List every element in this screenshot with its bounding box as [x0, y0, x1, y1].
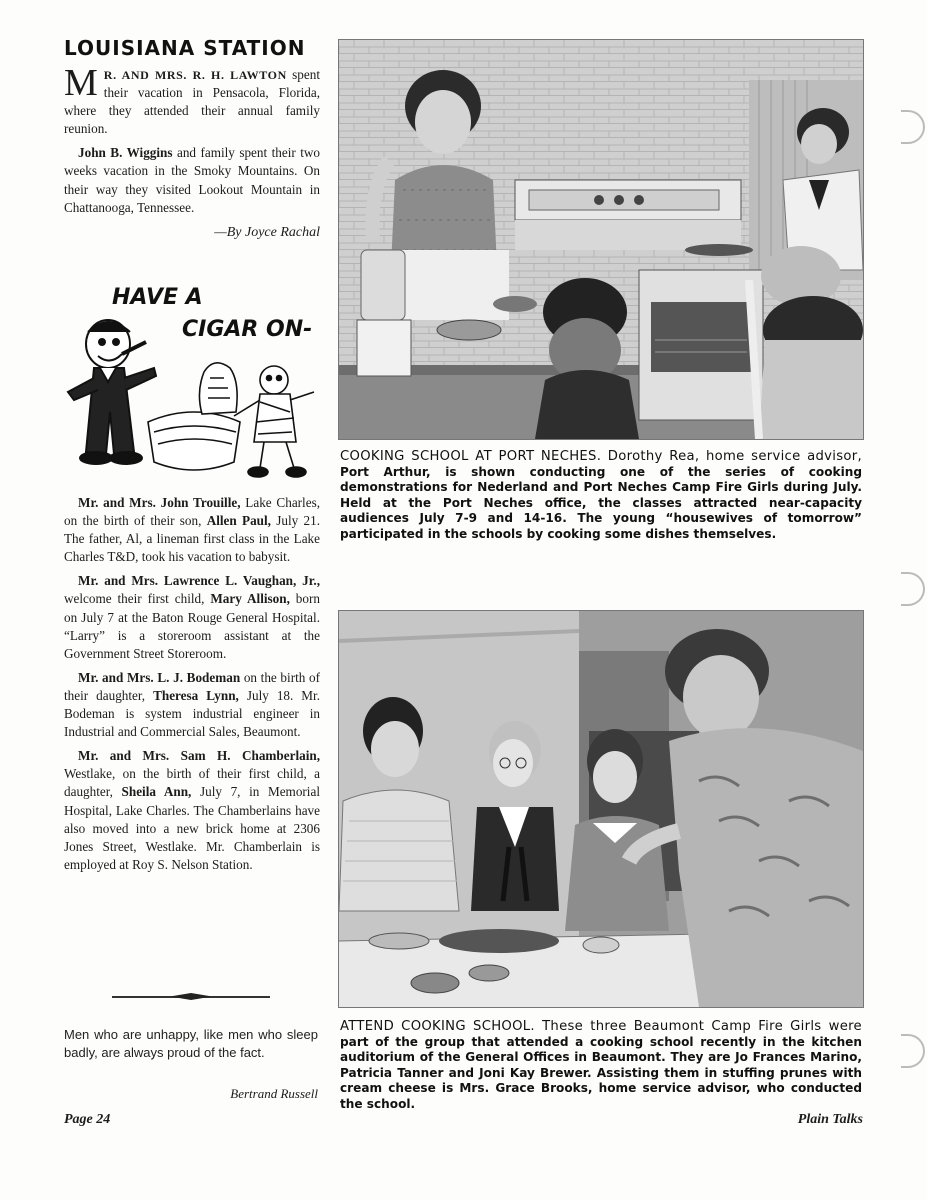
caption-lead: These three Beaumont Camp Fire Girls were: [534, 1019, 862, 1034]
announcement-baby: Allen Paul,: [206, 513, 271, 529]
drop-cap: M: [64, 62, 98, 104]
announcement-text: born on July 7 at the Baton Rouge General Hospital. “Larry” is a storeroom assistant at the Government Street Storeroom.: [64, 591, 320, 661]
announcement-text: Lake Charles, on the birth of their son,: [64, 495, 321, 529]
father-figure: [68, 320, 156, 464]
page-number: Page 24: [64, 1112, 111, 1127]
camp-fire-caption: [340, 1019, 862, 1113]
birth-announcements: [64, 494, 320, 880]
caption-body: Port Arthur, is shown conducting one of the series of cooking demonstrations for Nederland and Port Neches Camp Fire Girls during July. Held at the Port Neches office, the classes attracted near-capacity audiences July 7-9 and 14-16. The young “housewives of tomorrow” participated in the schools by cooking some dishes themselves.: [340, 464, 862, 541]
announcement-text: welcome their first child,: [64, 591, 211, 607]
cooking-demo-caption: [340, 449, 862, 543]
binder-hole: [901, 572, 925, 606]
section-title: LOUISIANA STATION: [64, 36, 306, 60]
announcement-text: on the birth of their daughter,: [64, 669, 320, 703]
announcement-baby: Mary Allison,: [210, 591, 290, 607]
binder-hole: [901, 110, 925, 144]
byline: —By Joyce Rachal: [214, 224, 320, 240]
cooking-demo-image: [339, 40, 863, 439]
left-column: [64, 36, 320, 241]
wiggins-paragraph: [64, 144, 320, 216]
caption-body: part of the group that attended a cooking school recently in the kitchen auditorium of the General Offices in Beaumont. They are Jo Frances Marino, Patricia Tanner and Joni Kay Brewer. Assisting them in stuffing prunes with cream cheese is Mrs. Grace Brooks, home service advisor, who conducted the school.: [340, 1034, 862, 1111]
intro-lead-text: spent their vacation in Pensacola, Florida, where they attended their annual family reunion.: [64, 67, 320, 137]
announcement-item: [64, 747, 320, 874]
announcement-item: [64, 494, 320, 566]
intro-lead-names: R. AND MRS. R. H. LAWTON: [103, 68, 287, 82]
quote-text: Men who are unhappy, like men who sleep badly, are always proud of the fact.: [64, 1027, 318, 1060]
announcement-baby: Theresa Lynn,: [153, 687, 239, 703]
wiggins-name: John B. Wiggins: [78, 145, 173, 161]
announcement-text: July 18. Mr. Bodeman is system industrial engineer in Industrial and Commercial Sales, Beaumont.: [64, 687, 320, 740]
cartoon-illustration: [64, 282, 320, 492]
announcement-name: Mr. and Mrs. L. J. Bodeman: [78, 669, 241, 685]
caption-headline: COOKING SCHOOL AT PORT NECHES.: [340, 449, 602, 464]
cooking-demo-photo: [338, 39, 864, 440]
announcement-name: Mr. and Mrs. Lawrence L. Vaughan, Jr.,: [78, 573, 320, 589]
caption-headline: ATTEND COOKING SCHOOL.: [340, 1019, 535, 1034]
divider-ornament: [170, 993, 212, 1000]
camp-fire-girls-photo: [338, 610, 864, 1008]
publication-name: Plain Talks: [797, 1112, 863, 1127]
reddy-character: [234, 366, 314, 477]
cigar-cartoon: [64, 282, 320, 492]
announcement-item: [64, 669, 320, 741]
bassinet: [148, 363, 240, 470]
announcement-item: [64, 572, 320, 662]
announcement-name: Mr. and Mrs. Sam H. Chamberlain,: [78, 748, 320, 764]
cartoon-line-2: CIGAR ON-: [182, 317, 313, 342]
camp-fire-girls-image: [339, 611, 863, 1007]
quote-author: Bertrand Russell: [230, 1086, 318, 1101]
announcement-text: July 21. The father, Al, a lineman first class in the Lake Charles T&D, took his vacation to babysit.: [64, 513, 321, 565]
announcement-baby: Sheila Ann,: [121, 784, 192, 800]
binder-hole: [901, 1034, 925, 1068]
cartoon-line-1: HAVE A: [112, 285, 203, 310]
wiggins-text: and family spent their two weeks vacation in the Smoky Mountains. On their way they visited Lookout Mountain in Chattanooga, Tennessee.: [64, 145, 320, 215]
announcement-text: July 7, in Memorial Hospital, Lake Charles. The Chamberlains have also moved into a new brick home at 2306 Jones Street, Westlake. Mr. Chamberlain is employed at Roy S. Nelson Station.: [64, 784, 320, 872]
caption-lead: Dorothy Rea, home service advisor,: [601, 449, 862, 464]
announcement-text: Westlake, on the birth of their first child, a daughter,: [64, 766, 320, 800]
announcement-name: Mr. and Mrs. John Trouille,: [78, 495, 241, 510]
intro-paragraph: [64, 62, 320, 138]
